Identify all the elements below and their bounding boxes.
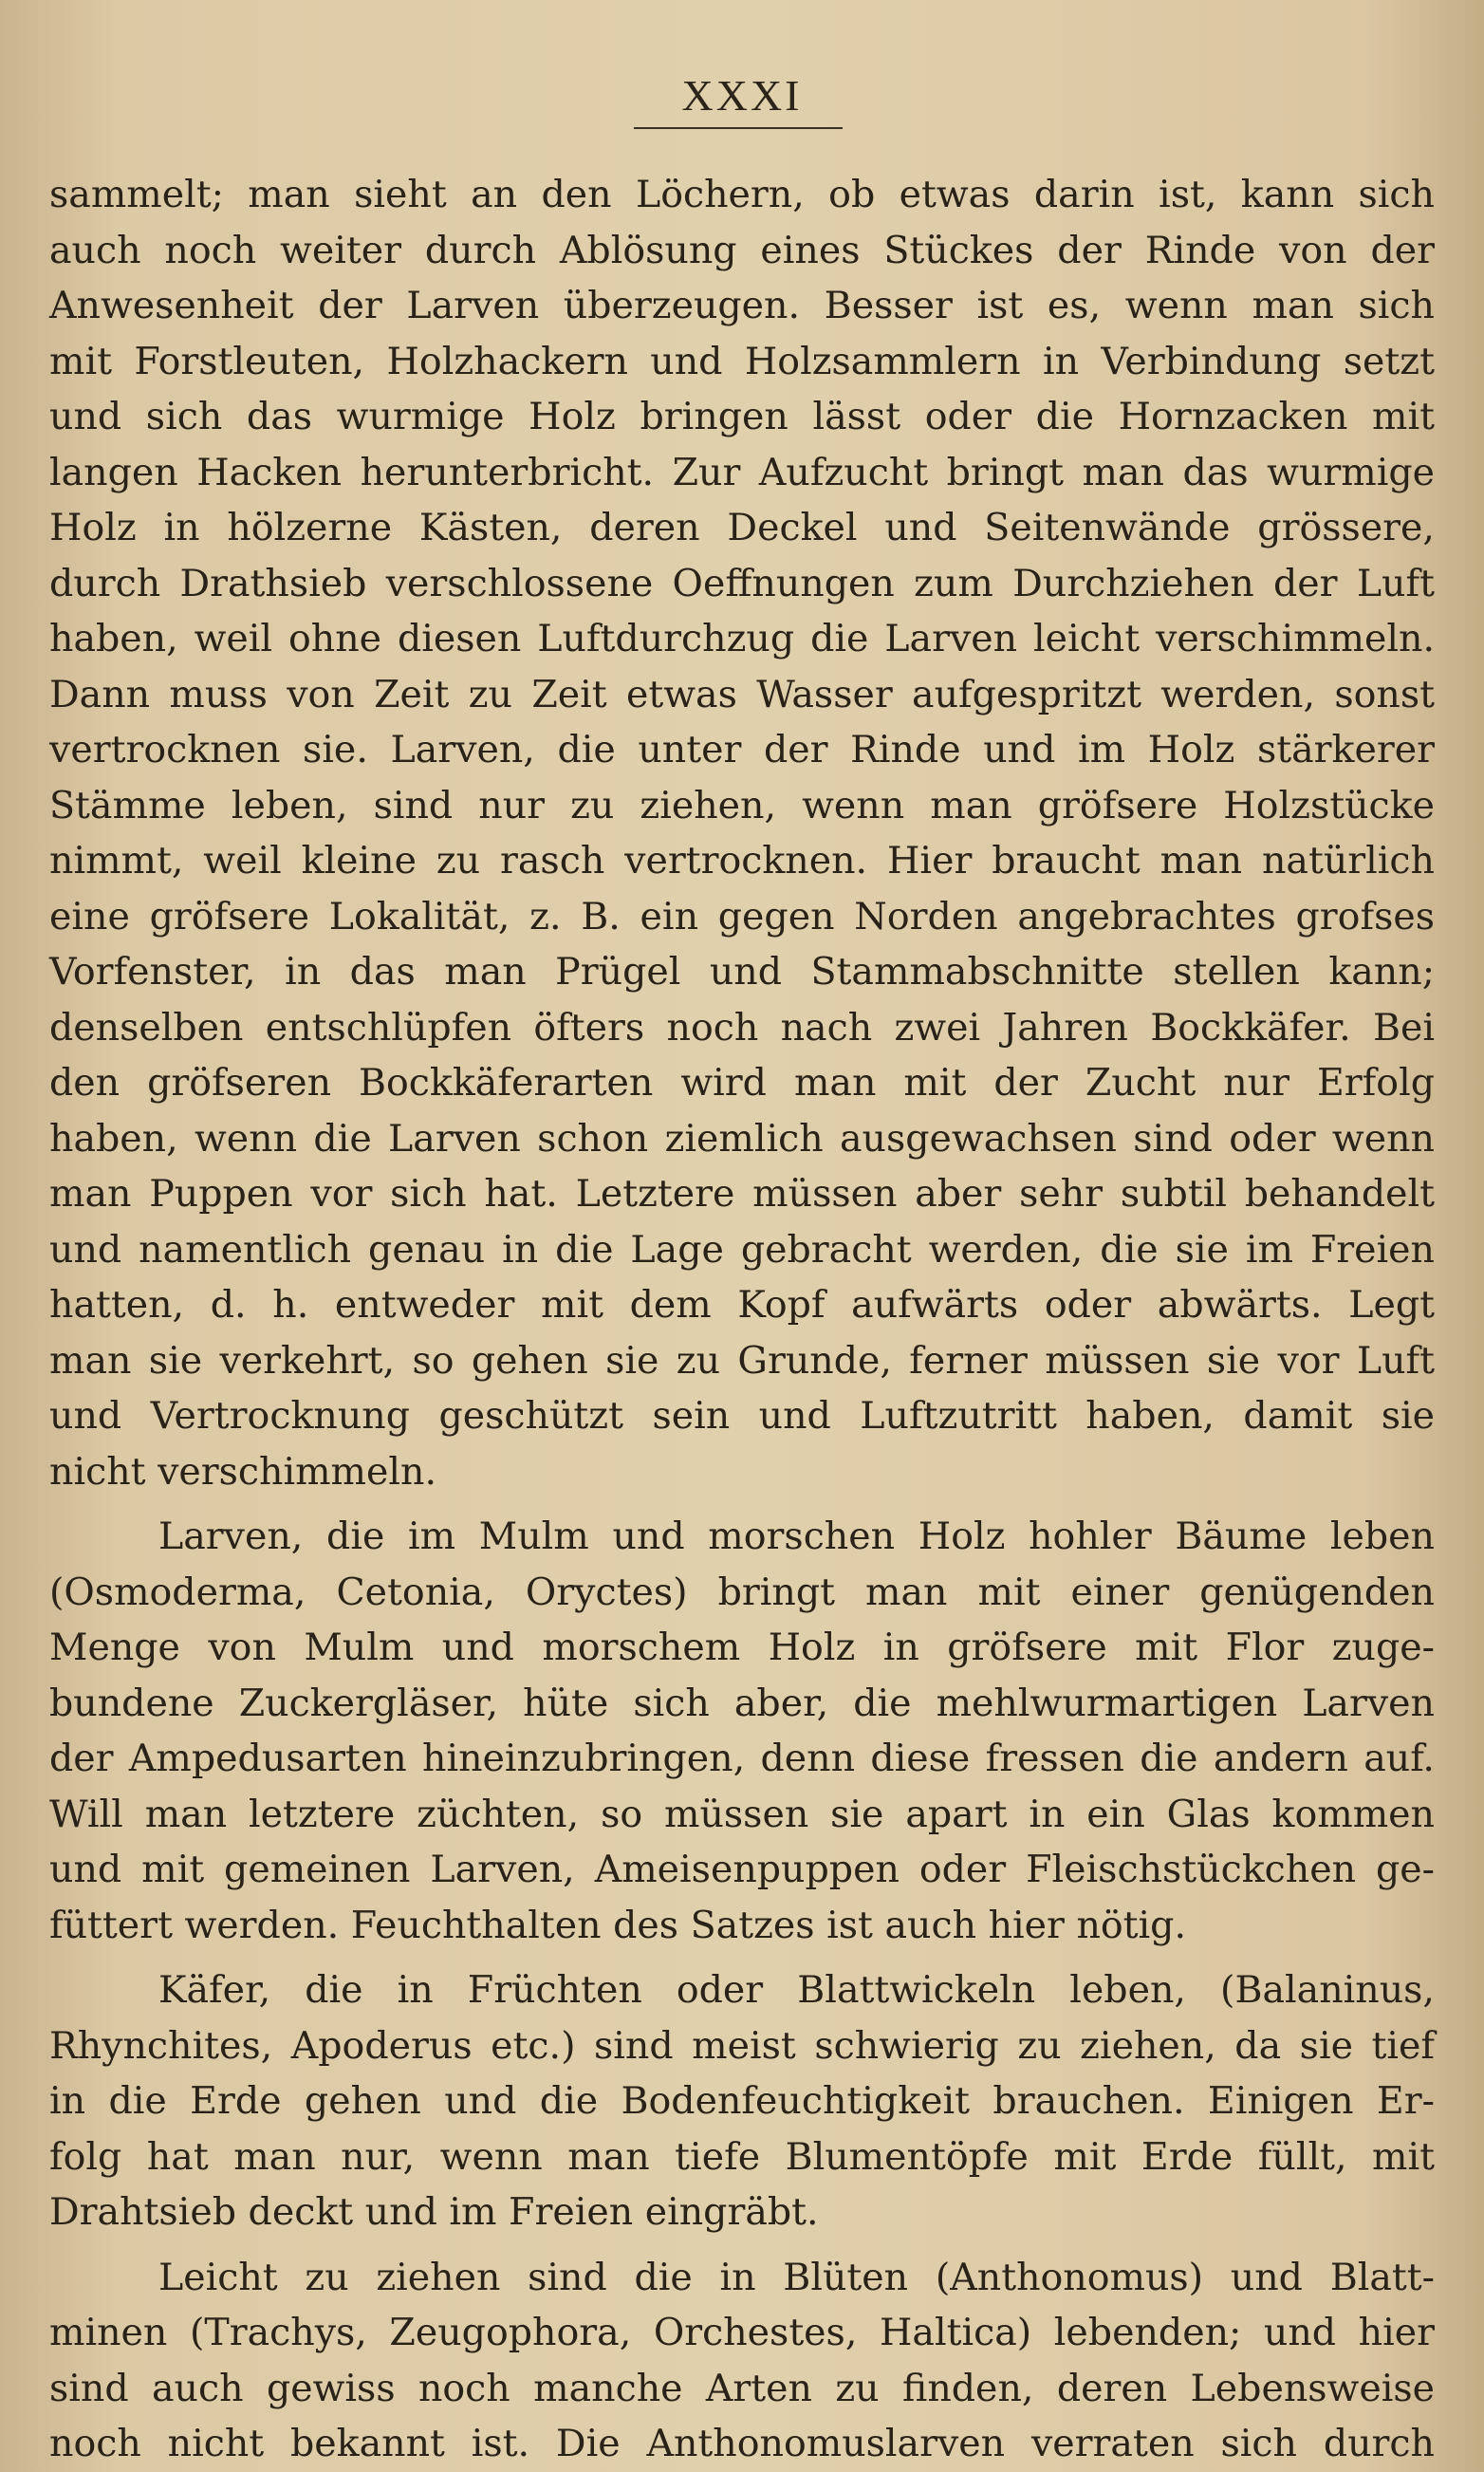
text-line: in die Erde gehen und die Bodenfeuchtigkeit brauchen. Einigen Er- [49,2079,1435,2123]
text-line: Leicht zu ziehen sind die in Blüten (Anthonomus) und Blatt- [158,2255,1435,2299]
text-line: noch nicht bekannt ist. Die Anthonomuslarven verraten sich durch [49,2422,1435,2465]
paragraph [49,167,1435,1499]
text-line: durch Drathsieb verschlossene Oeffnungen zum Durchziehen der Luft [49,561,1435,605]
text-line: nimmt, weil kleine zu rasch vertrocknen. Hier braucht man natürlich [49,839,1435,883]
text-line: nicht verschimmeln. [49,1449,437,1494]
paragraph [49,2250,1435,2472]
text-line: minen (Trachys, Zeugophora, Orchestes, Haltica) lebenden; und hier [49,2311,1435,2354]
text-line: man Puppen vor sich hat. Letztere müssen aber sehr subtil behandelt [49,1172,1435,1216]
text-line: langen Hacken herunterbricht. Zur Aufzucht bringt man das wurmige [49,450,1435,494]
paragraph-gap [49,1499,1435,1509]
paragraph [49,1509,1435,1953]
text-line: bundene Zuckergläser, hüte sich aber, die mehlwurmartigen Larven [49,1681,1435,1725]
paragraph-gap [49,1953,1435,1962]
page-number: XXXI [681,71,803,120]
text-line: Dann muss von Zeit zu Zeit etwas Wasser aufgespritzt werden, sonst [49,672,1435,716]
text-line: auch noch weiter durch Ablösung eines Stückes der Rinde von der [49,228,1435,272]
text-line: und Vertrocknung geschützt sein und Luftzutritt haben, damit sie [49,1394,1435,1438]
paragraph-gap [49,2240,1435,2250]
text-line: vertrocknen sie. Larven, die unter der Rinde und im Holz stärkerer [49,728,1435,771]
text-line: der Ampedusarten hineinzubringen, denn diese fressen die andern auf. [49,1737,1435,1780]
text-line: und sich das wurmige Holz bringen lässt oder die Hornzacken mit [49,395,1435,438]
text-line: Anwesenheit der Larven überzeugen. Besser ist es, wenn man sich [49,284,1435,327]
text-line: und namentlich genau in die Lage gebracht werden, die sie im Freien [49,1227,1435,1272]
text-line: hatten, d. h. entweder mit dem Kopf aufwärts oder abwärts. Legt [49,1283,1435,1327]
text-line: haben, weil ohne diesen Luftdurchzug die Larven leicht verschimmeln. [49,617,1435,660]
text-line: Käfer, die in Früchten oder Blattwickeln leben, (Balaninus, [158,1968,1435,2012]
text-line: eine gröfsere Lokalität, z. B. ein gegen Norden angebrachtes grofses [49,894,1435,939]
text-line: man sie verkehrt, so gehen sie zu Grunde, ferner müssen sie vor Luft [49,1338,1435,1383]
text-line: (Osmoderma, Cetonia, Oryctes) bringt man mit einer genügenden [49,1570,1435,1614]
header-rule [634,127,843,129]
text-line: den gröfseren Bockkäferarten wird man mit der Zucht nur Erfolg [49,1061,1435,1105]
body-text [49,167,1435,2472]
text-line: Menge von Mulm und morschem Holz in gröfsere mit Flor zuge- [49,1626,1435,1669]
text-line: Will man letztere züchten, so müssen sie apart in ein Glas kommen [49,1792,1435,1836]
text-line: Rhynchites, Apoderus etc.) sind meist schwierig zu ziehen, da sie tief [49,2023,1435,2068]
text-line: und mit gemeinen Larven, Ameisenpuppen oder Fleischstückchen ge- [49,1848,1435,1891]
text-line: Stämme leben, sind nur zu ziehen, wenn man gröfsere Holzstücke [49,783,1435,827]
text-line: sind auch gewiss noch manche Arten zu finden, deren Lebensweise [49,2366,1435,2410]
text-line: denselben entschlüpfen öfters noch nach zwei Jahren Bockkäfer. Bei [49,1005,1435,1050]
text-line: haben, wenn die Larven schon ziemlich ausgewachsen sind oder wenn [49,1116,1435,1161]
text-line: Drahtsieb deckt und im Freien eingräbt. [49,2190,819,2234]
text-line: folg hat man nur, wenn man tiefe Blumentöpfe mit Erde füllt, mit [49,2134,1435,2179]
text-line: sammelt; man sieht an den Löchern, ob etwas darin ist, kann sich [49,173,1435,216]
text-line: Larven, die im Mulm und morschen Holz hohler Bäume leben [158,1515,1435,1558]
text-line: füttert werden. Feuchthalten des Satzes ist auch hier nötig. [49,1903,1187,1947]
text-line: mit Forstleuten, Holzhackern und Holzsammlern in Verbindung setzt [49,339,1435,383]
text-line: Vorfenster, in das man Prügel und Stammabschnitte stellen kann; [49,950,1435,994]
paragraph [49,1962,1435,2240]
text-line: Holz in hölzerne Kästen, deren Deckel und Seitenwände grössere, [49,506,1435,549]
